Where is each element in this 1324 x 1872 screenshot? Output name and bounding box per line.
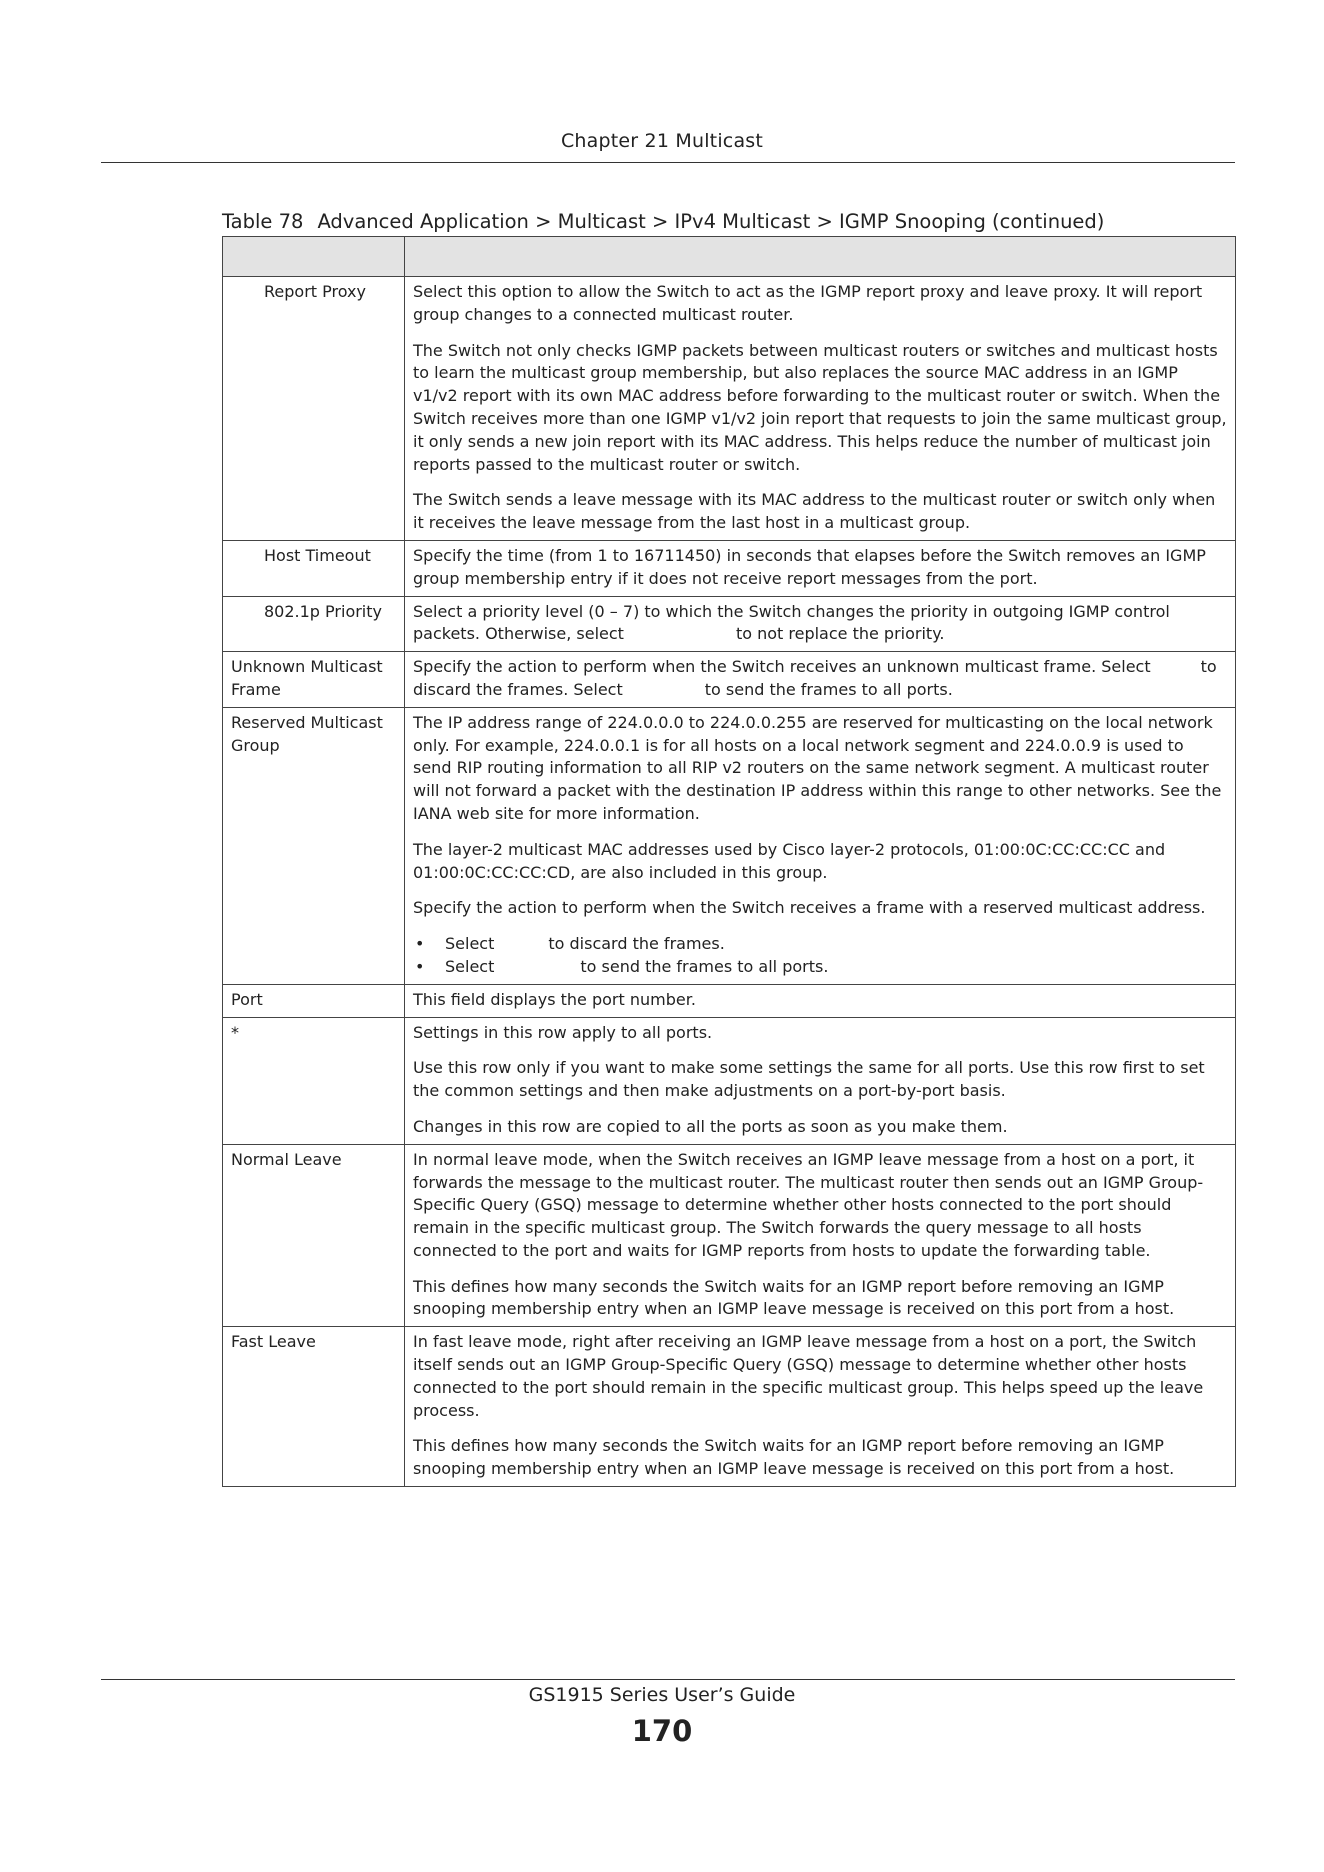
description-paragraph: The IP address range of 224.0.0.0 to 224.0.0.255 are reserved for multicasting on the local network only. For example, 224.0.0.1 is for all hosts on a local network segment and 224.0.0.9 is used to send RIP routing information to all RIP v2 routers on the same network segment. A multicast router will not forward a packet with the destination IP address within this range to other networks. See the IANA web site for more information. (413, 712, 1222, 823)
row-description (405, 1017, 1236, 1144)
bullet-item: • Select to discard the frames. (413, 933, 1227, 956)
row-description (405, 652, 1236, 708)
row-label: Host Timeout (223, 540, 405, 596)
row-description (405, 596, 1236, 652)
description-text: Specify the action to perform when the Switch receives an unknown multicast frame. Select (413, 657, 1151, 677)
description-paragraph: Specify the time (from 1 to 16711450) in seconds that elapses before the Switch removes an IGMP group membership entry if it does not receive report messages from the port. (413, 545, 1206, 588)
row-label: Fast Leave (223, 1327, 405, 1487)
row-label: 802.1p Priority (223, 596, 405, 652)
table-row (223, 540, 1236, 596)
table-row (223, 652, 1236, 708)
header-rule (101, 162, 1235, 163)
description-paragraph: The Switch sends a leave message with its MAC address to the multicast router or switch only when it receives the leave message from the last host in a multicast group. (413, 490, 1216, 533)
table-row (223, 707, 1236, 984)
row-description (405, 540, 1236, 596)
table-caption-label: Table 78 (222, 210, 304, 233)
description-paragraph: This defines how many seconds the Switch waits for an IGMP report before removing an IGMP snooping membership entry when an IGMP leave message is received on this port from a host. (413, 1436, 1175, 1479)
description-paragraph (413, 601, 1227, 647)
table-row (223, 1144, 1236, 1327)
description-paragraph: This field displays the port number. (413, 989, 696, 1009)
row-label: Normal Leave (223, 1144, 405, 1327)
description-paragraph: In fast leave mode, right after receiving an IGMP leave message from a host on a port, the Switch itself sends out an IGMP Group-Specific Query (GSQ) message to determine whether other hosts connected to the port should remain in the specific multicast group. This helps speed up the leave process. (413, 1332, 1204, 1420)
row-label: Port (223, 984, 405, 1017)
row-description (405, 277, 1236, 541)
description-text: to discard the frames. Select (413, 657, 1217, 699)
action-bullet-list (413, 933, 1227, 979)
table-caption (222, 210, 1104, 233)
description-paragraph (413, 656, 1227, 702)
row-description (405, 984, 1236, 1017)
description-text: to not replace the priority. (735, 624, 945, 644)
table-row (223, 984, 1236, 1017)
header-cell-label (223, 237, 405, 277)
table-header-row (223, 237, 1236, 277)
row-label: Reserved Multicast Group (223, 707, 405, 984)
description-paragraph: The Switch not only checks IGMP packets between multicast routers or switches and multicast hosts to learn the multicast group membership, but also replaces the source MAC address in an IGMP v1/v2 report with its own MAC address before forwarding to the multicast router or switch. When the Switch receives more than one IGMP v1/v2 join report that requests to join the same multicast group, it only sends a new join report with its MAC address. This helps reduce the number of multicast join reports passed to the multicast router or switch. (413, 340, 1227, 474)
description-paragraph: Specify the action to perform when the Switch receives a frame with a reserved multicast address. (413, 898, 1206, 918)
description-paragraph: Settings in this row apply to all ports. (413, 1022, 713, 1042)
table-caption-text: Advanced Application > Multicast > IPv4 Multicast > IGMP Snooping (continued) (317, 210, 1105, 233)
description-paragraph: This defines how many seconds the Switch waits for an IGMP report before removing an IGMP snooping membership entry when an IGMP leave message is received on this port from a host. (413, 1276, 1175, 1319)
page-number: 170 (631, 1714, 693, 1748)
description-paragraph: In normal leave mode, when the Switch receives an IGMP leave message from a host on a port, it forwards the message to the multicast router. The multicast router then sends out an IGMP Group-Specific Query (GSQ) message to determine whether other hosts connected to the port should remain in the specific multicast group. The Switch forwards the query message to all hosts connected to the port and waits for IGMP reports from hosts to update the forwarding table. (413, 1149, 1204, 1260)
row-label: Report Proxy (223, 277, 405, 541)
description-paragraph: Use this row only if you want to make some settings the same for all ports. Use this row first to set the common settings and then make adjustments on a port-by-port basis. (413, 1058, 1205, 1101)
table-row (223, 1017, 1236, 1144)
description-paragraph: Select this option to allow the Switch to act as the IGMP report proxy and leave proxy. It will report group changes to a connected multicast router. (413, 282, 1203, 324)
table-row (223, 277, 1236, 541)
guide-title: GS1915 Series User’s Guide (528, 1684, 796, 1706)
row-description (405, 1327, 1236, 1487)
table-row (223, 1327, 1236, 1487)
row-description (405, 1144, 1236, 1327)
row-description (405, 707, 1236, 984)
row-label: Unknown Multicast Frame (223, 652, 405, 708)
description-paragraph: The layer-2 multicast MAC addresses used by Cisco layer-2 protocols, 01:00:0C:CC:CC:CC and 01:00:0C:CC:CC:CD, are also included in this group. (413, 839, 1166, 882)
row-label: * (223, 1017, 405, 1144)
table-row (223, 596, 1236, 652)
igmp-snooping-table (222, 236, 1236, 1487)
header-cell-description (405, 237, 1236, 277)
description-text: to send the frames to all ports. (704, 679, 953, 699)
bullet-item: • Select to send the frames to all ports. (413, 956, 1227, 979)
description-paragraph: Changes in this row are copied to all the ports as soon as you make them. (413, 1116, 1008, 1136)
description-text: Select a priority level (0 – 7) to which the Switch changes the priority in outgoing IGMP control packets. Otherwise, select (413, 601, 1170, 644)
chapter-header: Chapter 21 Multicast (560, 130, 764, 152)
